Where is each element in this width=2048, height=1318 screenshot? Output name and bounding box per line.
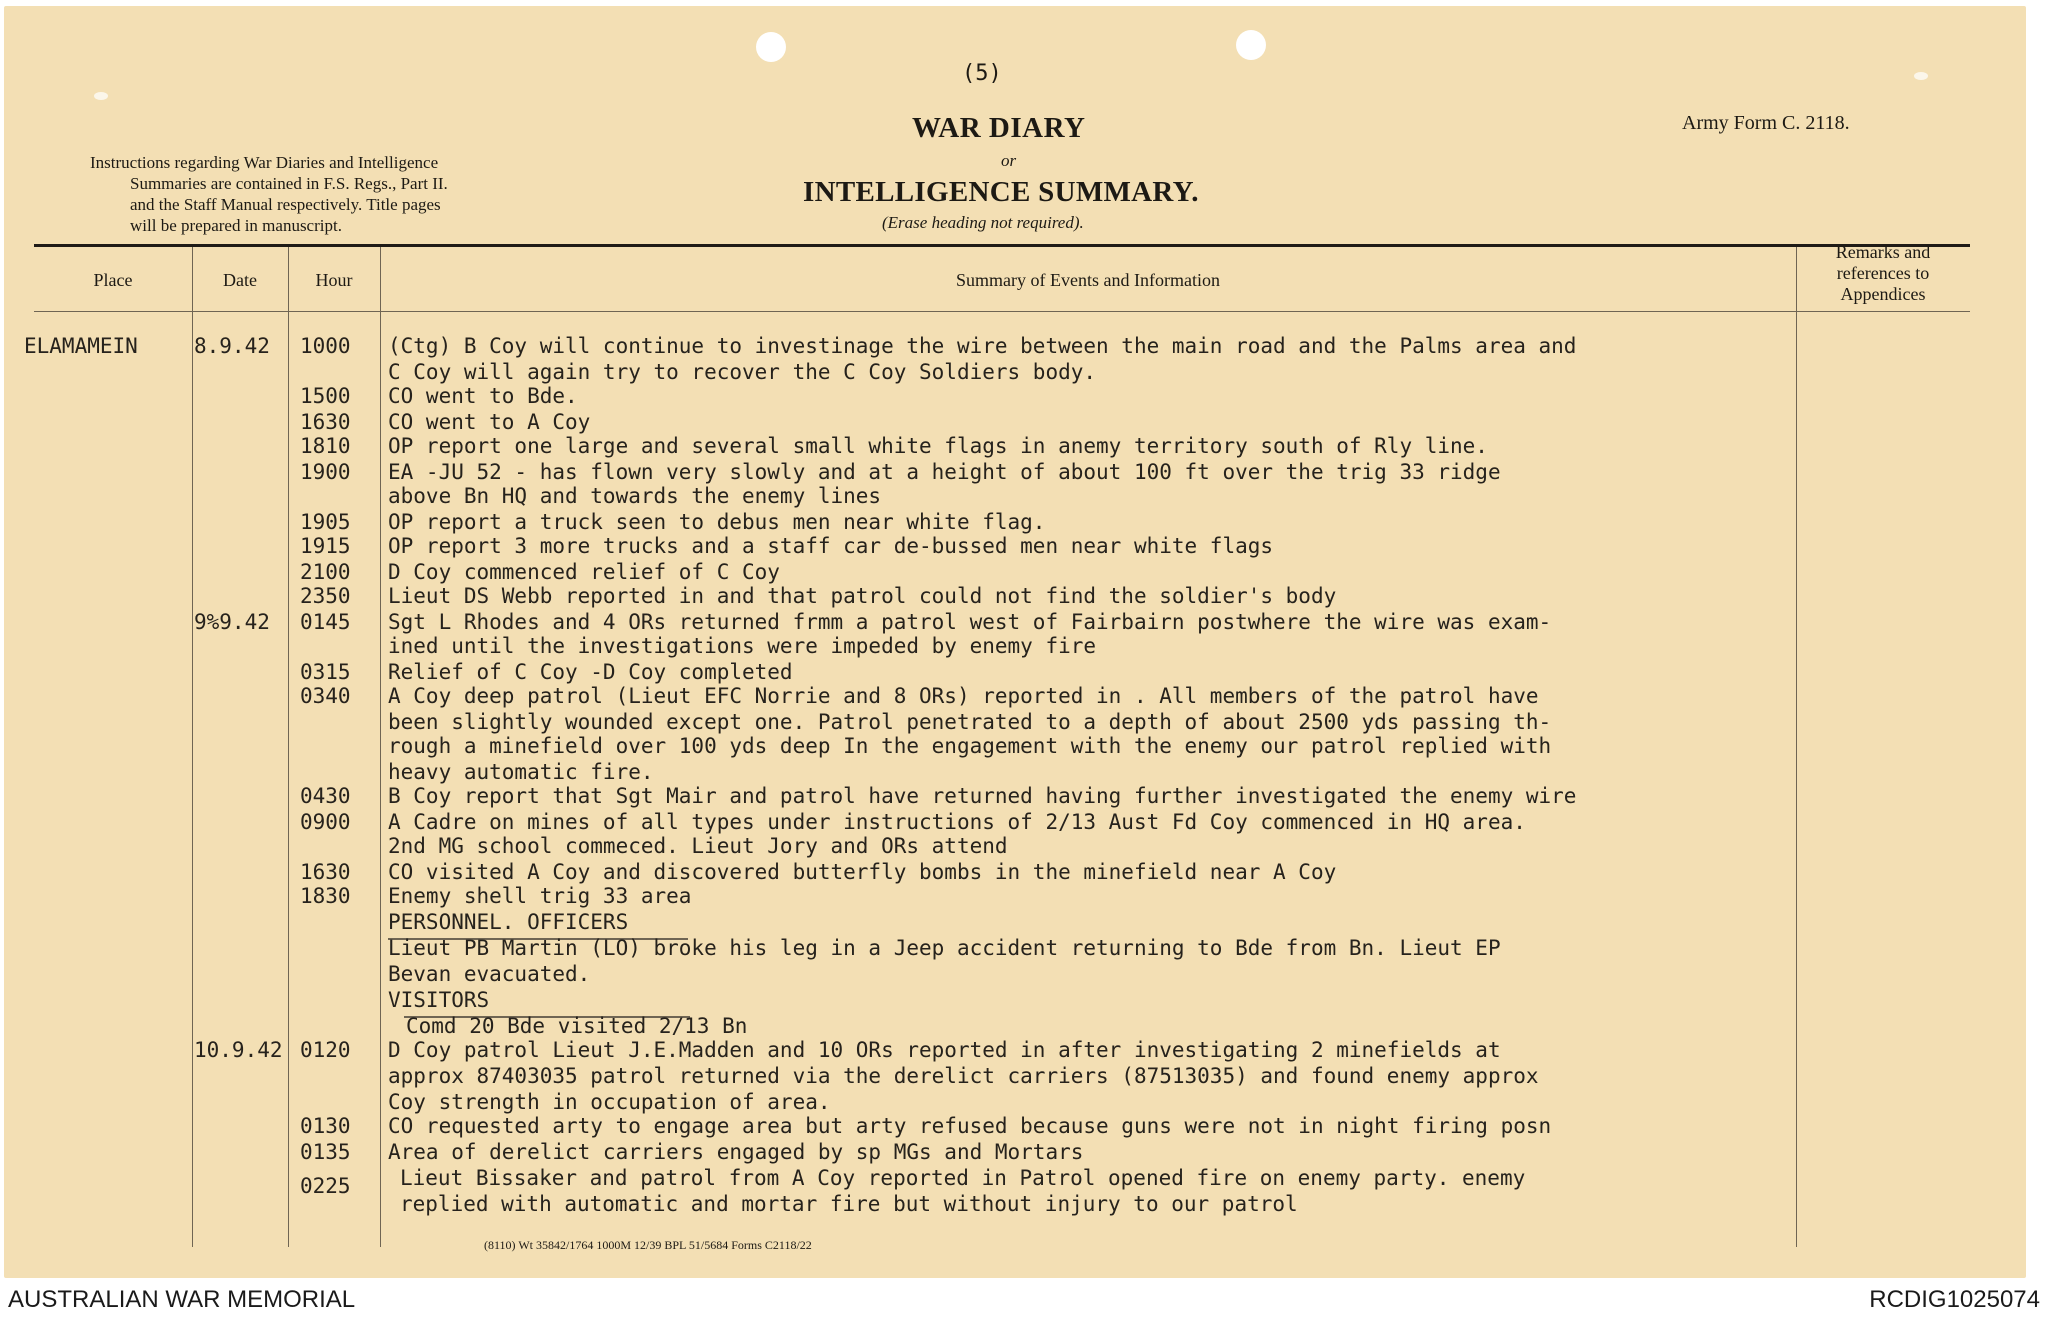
place-entry: ELAMAMEIN [24,334,138,358]
summary-line: OP report 3 more trucks and a staff car de-bussed men near white flags [388,534,1274,558]
hour-entry: 0315 [300,660,351,684]
remarks-header-line: Appendices [1840,284,1926,304]
summary-line: 2nd MG school commeced. Lieut Jory and ORs attend [388,834,1008,858]
summary-line: EA -JU 52 - has flown very slowly and at a height of about 100 ft over the trig 33 ridge [388,460,1501,484]
hour-entry: 1810 [300,434,351,458]
hour-entry: 1630 [300,410,351,434]
summary-line: Comd 20 Bde visited 2/13 Bn [406,1014,748,1038]
summary-line: B Coy report that Sgt Mair and patrol have returned having further investigated the enemy wire [388,784,1577,808]
column-divider [1796,247,1797,1247]
summary-line: OP report one large and several small white flags in anemy territory south of Rly line. [388,434,1488,458]
summary-line: A Coy deep patrol (Lieut EFC Norrie and 8 ORs) reported in . All members of the patrol have [388,684,1539,708]
form-print-code: (8110) Wt 35842/1764 1000M 12/39 BPL 51/5684 Forms C2118/22 [484,1238,812,1252]
column-divider [380,247,381,1247]
summary-line: Sgt L Rhodes and 4 ORs returned frmm a patrol west of Fairbairn postwhere the wire was exam- [388,610,1552,634]
institution-name: AUSTRALIAN WAR MEMORIAL [8,1286,356,1313]
summary-line: CO requested arty to engage area but arty refused because guns were not in night firing posn [388,1114,1552,1138]
record-id: RCDIG1025074 [1869,1286,2040,1313]
hour-entry: 2350 [300,584,351,608]
summary-line: A Cadre on mines of all types under instructions of 2/13 Aust Fd Coy commenced in HQ area. [388,810,1526,834]
column-divider [192,247,193,1247]
hour-entry: 1830 [300,884,351,908]
summary-line: CO went to Bde. [388,384,578,408]
summary-line: replied with automatic and mortar fire but without injury to our patrol [400,1192,1298,1216]
hour-entry: 1905 [300,510,351,534]
summary-line: Lieut Bissaker and patrol from A Coy reported in Patrol opened fire on enemy party. enemy [400,1166,1526,1190]
column-header-place: Place [93,270,133,290]
hour-entry: 1900 [300,460,351,484]
summary-line: Lieut DS Webb reported in and that patrol could not find the soldier's body [388,584,1337,608]
column-header-date: Date [223,270,257,290]
instructions-line: Summaries are contained in F.S. Regs., Part II. [130,174,448,193]
title-note: (Erase heading not required). [882,213,1084,232]
column-header-summary: Summary of Events and Information [956,270,1220,290]
instructions-line: Instructions regarding War Diaries and Intelligence [90,153,439,172]
date-entry: 10.9.42 [194,1038,283,1062]
hour-entry: 1915 [300,534,351,558]
summary-line: been slightly wounded except one. Patrol penetrated to a depth of about 2500 yds passing th- [388,710,1552,734]
hour-entry: 0340 [300,684,351,708]
summary-line: Bevan evacuated. [388,962,591,986]
table-header-rule [34,311,1970,312]
summary-line: Enemy shell trig 33 area [388,884,692,908]
title-intelligence-summary: INTELLIGENCE SUMMARY. [803,176,1199,208]
date-entry: 9%9.42 [194,610,270,634]
summary-line: (Ctg) B Coy will continue to investinage the wire between the main road and the Palms area and [388,334,1577,358]
summary-line: Area of derelict carriers engaged by sp MGs and Mortars [388,1140,1084,1164]
page-number: (5) [962,61,1002,86]
section-heading-visitors: VISITORS [388,988,490,1012]
hour-entry: 0225 [300,1174,351,1198]
column-divider [288,247,289,1247]
column-header-hour: Hour [315,270,353,290]
summary-line: Relief of C Coy -D Coy completed [388,660,793,684]
summary-line: CO went to A Coy [388,410,591,434]
hour-entry: 0430 [300,784,351,808]
instructions-line: and the Staff Manual respectively. Title pages [130,195,441,214]
hour-entry: 2100 [300,560,351,584]
instructions-block [90,152,590,236]
title-war-diary: WAR DIARY [912,112,1086,144]
summary-line: heavy automatic fire. [388,760,654,784]
hour-entry: 0145 [300,610,351,634]
remarks-header-line: references to [1836,263,1930,283]
summary-line: C Coy will again try to recover the C Coy Soldiers body. [388,360,1097,384]
summary-line: Lieut PB Martin (LO) broke his leg in a Jeep accident returning to Bde from Bn. Lieut EP [388,936,1501,960]
summary-line: D Coy patrol Lieut J.E.Madden and 10 ORs reported in after investigating 2 minefields at [388,1038,1501,1062]
hour-entry: 1630 [300,860,351,884]
section-heading-personnel: PERSONNEL. OFFICERS [388,910,629,934]
summary-line: Coy strength in occupation of area. [388,1090,831,1114]
hour-entry: 1500 [300,384,351,408]
paper-mark-left [94,92,108,100]
summary-line: approx 87403035 patrol returned via the derelict carriers (87513035) and found enemy approx [388,1064,1539,1088]
summary-line: D Coy commenced relief of C Coy [388,560,780,584]
hour-entry: 1000 [300,334,351,358]
summary-line: OP report a truck seen to debus men near white flag. [388,510,1046,534]
army-form-number: Army Form C. 2118. [1682,112,1850,134]
diary-sheet [4,6,2026,1278]
table-top-rule [34,244,1970,247]
summary-line: above Bn HQ and towards the enemy lines [388,484,882,508]
hour-entry: 0135 [300,1140,351,1164]
summary-line: ined until the investigations were impeded by enemy fire [388,634,1097,658]
summary-line: CO visited A Coy and discovered butterfly bombs in the minefield near A Coy [388,860,1337,884]
remarks-header-line: Remarks and [1835,242,1931,262]
punch-hole-left [756,32,786,62]
paper-mark-right [1914,72,1928,80]
hour-entry: 0120 [300,1038,351,1062]
hour-entry: 0900 [300,810,351,834]
column-header-remarks [1796,242,1970,305]
archive-footer [0,1280,2048,1318]
hour-entry: 0130 [300,1114,351,1138]
summary-line: rough a minefield over 100 yds deep In the engagement with the enemy our patrol replied with [388,734,1552,758]
punch-hole-right [1236,30,1266,60]
instructions-line: will be prepared in manuscript. [130,216,342,235]
date-entry: 8.9.42 [194,334,270,358]
title-or: or [1001,151,1017,170]
